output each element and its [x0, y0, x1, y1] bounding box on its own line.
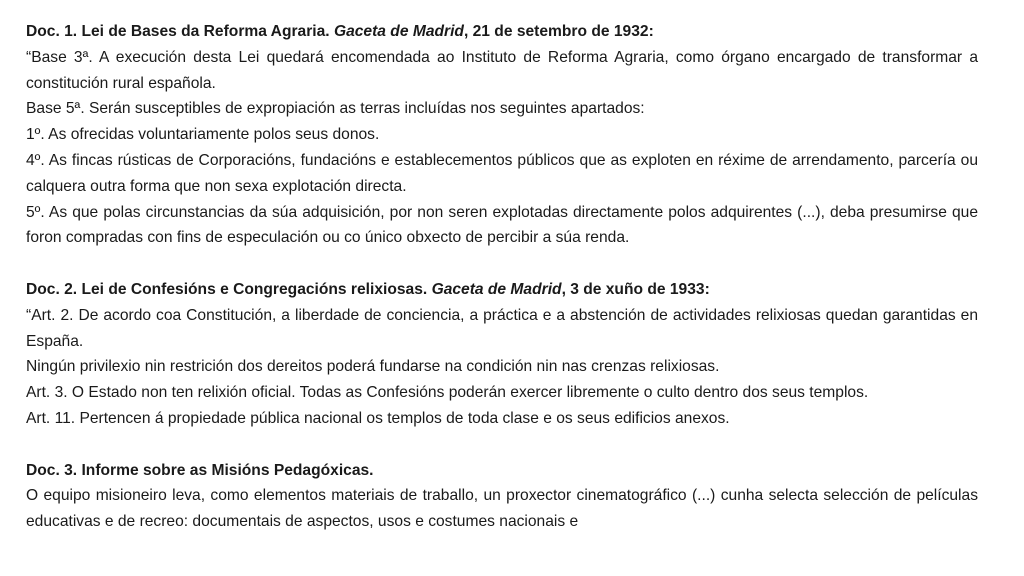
paragraph: 4º. As fincas rústicas de Corporacións, fundacións e establecementos públicos que as exploten en réxime de arrendamento, parcería ou calquera outra forma que non sexa explotación directa. — [26, 151, 978, 195]
heading-title: Doc. 1. Lei de Bases da Reforma Agraria. — [26, 23, 334, 40]
paragraph: 1º. As ofrecidas voluntariamente polos seus donos. — [26, 126, 380, 144]
document-page — [26, 19, 978, 561]
document-heading — [26, 277, 978, 303]
heading-title: Doc. 2. Lei de Confesións e Congregacións relixiosas. — [26, 280, 432, 298]
paragraph: Base 5ª. Serán susceptibles de expropiación as terras incluídas nos seguintes apartados: — [26, 100, 645, 118]
document-heading — [26, 458, 978, 484]
heading-source: Gaceta de Madrid — [431, 280, 562, 298]
paragraph: 5º. As que polas circunstancias da súa adquisición, por non seren explotadas directamente polos adquirentes (...), deba presumirse que foron compradas con fins de especulación ou co único obxecto de percibir a súa renda. — [26, 203, 978, 247]
paragraph: “Base 3ª. A execución desta Lei quedará encomendada ao Instituto de Reforma Agraria, como órgano encargado de transformar a constitución rural española. — [26, 48, 978, 92]
document-heading — [26, 19, 978, 45]
heading-date: , 21 de setembro de 1932: — [463, 23, 654, 40]
document-1 — [26, 19, 978, 251]
paragraph: Art. 3. O Estado non ten relixión oficial. Todas as Confesións poderán exercer libremente o culto dentro dos seus templos. — [26, 384, 869, 402]
paragraph: O equipo misioneiro leva, como elementos materiais de traballo, un proxector cinematográfico (...) cunha selecta selección de películas educativas e de recreo: documentais de aspectos, usos e costumes nacionais e — [26, 487, 978, 531]
heading-source: Gaceta de Madrid — [333, 23, 464, 40]
document-2 — [26, 277, 978, 432]
heading-date: , 3 de xuño de 1933: — [561, 280, 710, 298]
document-3 — [26, 458, 978, 535]
paragraph: “Art. 2. De acordo coa Constitución, a liberdade de conciencia, a práctica e a abstención de actividades relixiosas quedan garantidas en España. — [26, 306, 978, 350]
heading-title: Doc. 3. Informe sobre as Misións Pedagóxicas. — [26, 461, 374, 479]
paragraph: Ningún privilexio nin restrición dos dereitos poderá fundarse na condición nin nas crenzas relixiosas. — [26, 358, 720, 376]
paragraph: Art. 11. Pertencen á propiedade pública nacional os templos de toda clase e os seus edificios anexos. — [26, 409, 730, 427]
